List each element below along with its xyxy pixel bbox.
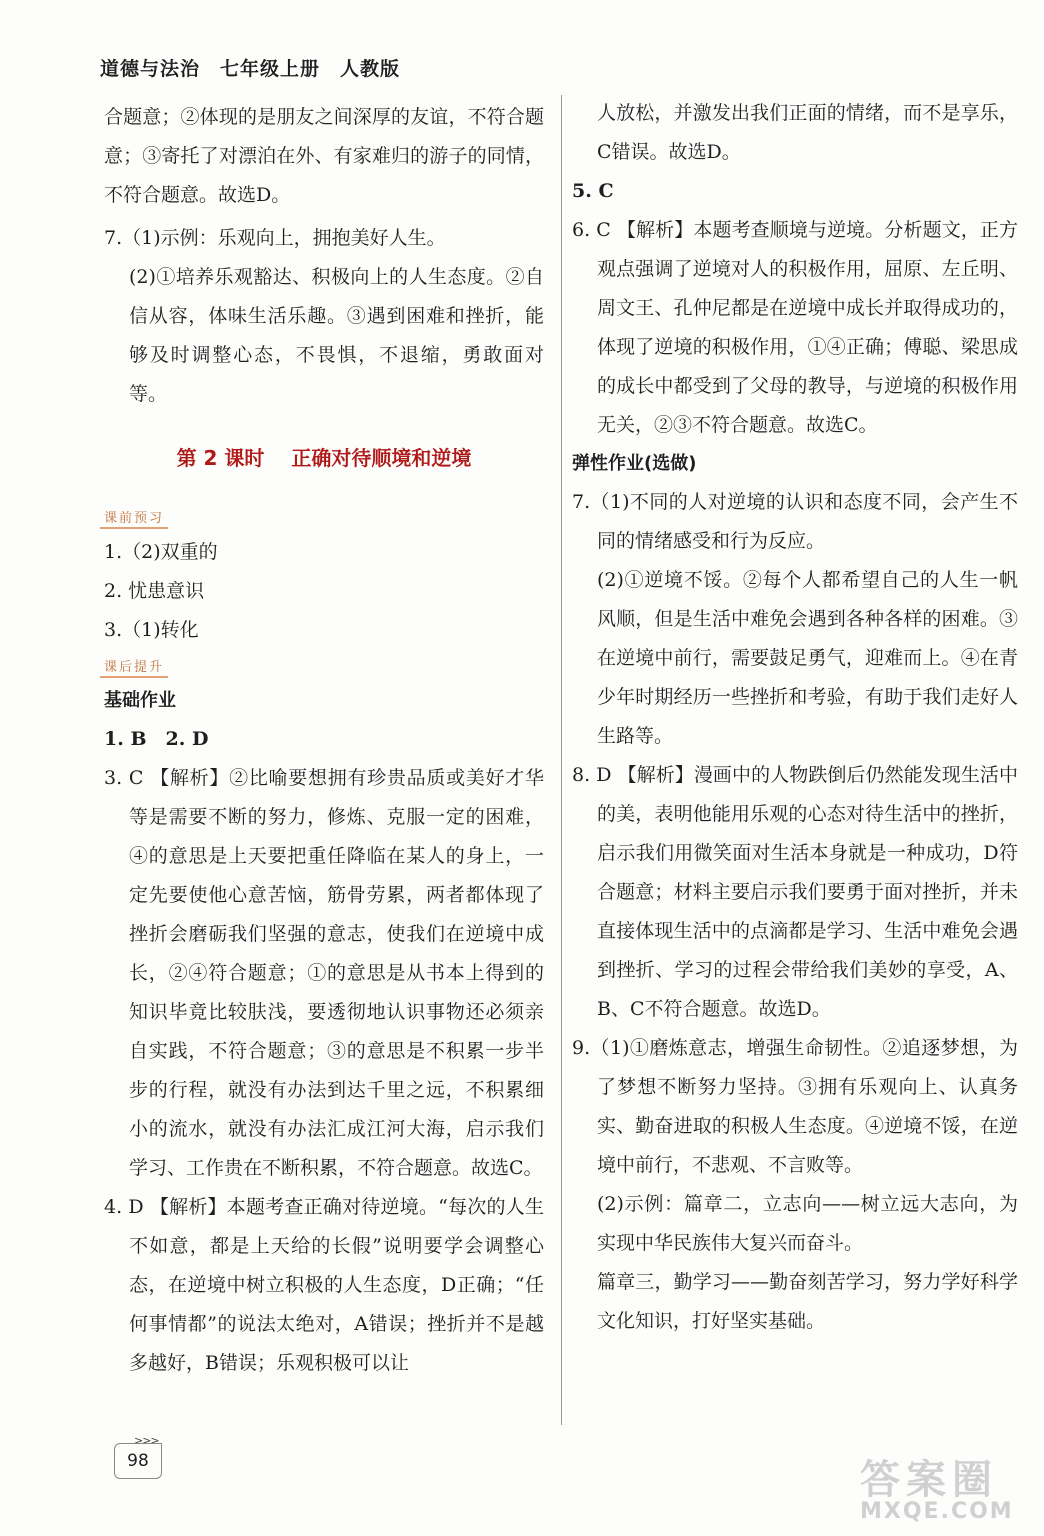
elective-answer-7-part2: (2)①逆境不馁。②每个人都希望自己的人生一帆风顺，但是生活中难免会遇到各种各样的困难。③在逆境中前行，需要鼓足勇气，迎难而上。④在青少年时期经历一些挫折和考验，有助于我们走好人生路等。 xyxy=(597,569,1018,747)
basic-answer-4: 4. D 【解析】本题考查正确对待逆境。“每次的人生不如意，都是上天给的长假”说明要学会调整心态，在逆境中树立积极的人生态度，D正确；“任何事情都”的说法太绝对，A错误；挫折并不是越多越好，B错误；乐观积极可以让 xyxy=(104,1196,544,1374)
basic-homework-heading: 基础作业 xyxy=(104,690,176,711)
basic-answer-1-2: 1. B 2. D xyxy=(104,728,209,750)
basic-answer-3: 3. C 【解析】②比喻要想拥有珍贵品质或美好才华等是需要不断的努力，修炼、克服一定的困难，④的意思是上天要把重任降临在某人的身上，一定先要使他心意苦恼，筋骨劳累，两者都体现了挫折会磨砺我们坚强的意志，使我们在逆境中成长，②④符合题意；①的意思是从书本上得到的知识毕竟比较肤浅，要透彻地认识事物还必须亲自实践，不符合题意；③的意思是不积累一步半步的行程，就没有办法到达千里之远，不积累细小的流水，就没有办法汇成江河大海，启示我们学习、工作贵在不断积累，不符合题意。故选C。 xyxy=(104,767,544,1179)
basic-answer-5: 5. C xyxy=(572,180,614,202)
elective-answer-9-part1: 9.（1)①磨炼意志，增强生命韧性。②追逐梦想，为了梦想不断努力坚持。③拥有乐观向上、认真务实、勤奋进取的积极人生态度。④逆境不馁，在逆境中前行，不悲观、不言败等。 xyxy=(572,1037,1018,1176)
watermark-logo xyxy=(860,1448,1030,1528)
right-column xyxy=(572,94,1018,1341)
left-column xyxy=(104,98,544,1383)
watermark-text: 答案圈 xyxy=(860,1457,998,1503)
book-header: 道德与法治 七年级上册 人教版 xyxy=(100,58,401,80)
elective-answer-9-part3: 篇章三，勤学习——勤奋刻苦学习，努力学好科学文化知识，打好坚实基础。 xyxy=(597,1271,1018,1332)
preview-answer-3: 3.（1)转化 xyxy=(104,619,199,641)
basic-answer-6: 6. C 【解析】本题考查顺境与逆境。分析题文，正方观点强调了逆境对人的积极作用，屈原、左丘明、周文王、孔仲尼都是在逆境中成长并取得成功的，体现了逆境的积极作用，①④正确；傅聪、梁思成的成长中都受到了父母的教导，与逆境的积极作用无关，②③不符合题意。故选C。 xyxy=(572,219,1018,436)
answer-4-continued: 人放松，并激发出我们正面的情绪，而不是享乐，C错误。故选D。 xyxy=(597,102,1018,163)
preview-answer-1: 1.（2)双重的 xyxy=(104,541,218,563)
answer-7-part2: (2)①培养乐观豁达、积极向上的人生态度。②自信从容，体味生活乐趣。③遇到困难和挫折，能够及时调整心态，不畏惧，不退缩，勇敢面对等。 xyxy=(129,266,544,405)
column-divider xyxy=(561,95,562,1425)
answer-6-continued: 合题意；②体现的是朋友之间深厚的友谊，不符合题意；③寄托了对漂泊在外、有家难归的游子的同情，不符合题意。故选D。 xyxy=(104,106,544,206)
elective-answer-8: 8. D 【解析】漫画中的人物跌倒后仍然能发现生活中的美，表明他能用乐观的心态对待生活中的挫折，启示我们用微笑面对生活本身就是一种成功，D符合题意；材料主要启示我们要勇于面对挫折，并未直接体现生活中的点滴都是学习、生活中难免会遇到挫折、学习的过程会带给我们美妙的享受，A、B、C不符合题意。故选D。 xyxy=(572,764,1018,1020)
preview-tag: 课前预习 xyxy=(100,507,168,529)
lesson-title: 第 2 课时 正确对待顺境和逆境 xyxy=(176,446,472,470)
page-number: 98 xyxy=(114,1443,162,1479)
after-class-tag: 课后提升 xyxy=(100,656,168,678)
preview-answer-2: 2. 忧患意识 xyxy=(104,580,205,602)
page-arrows-icon: >>> xyxy=(134,1434,159,1447)
elective-homework-heading: 弹性作业(选做) xyxy=(572,453,697,474)
answer-7-part1: 7.（1)示例：乐观向上，拥抱美好人生。 xyxy=(104,227,446,249)
watermark-url: MXQE.COM xyxy=(860,1499,1014,1524)
elective-answer-9-part2: (2)示例：篇章二，立志向——树立远大志向，为实现中华民族伟大复兴而奋斗。 xyxy=(597,1193,1018,1254)
elective-answer-7-part1: 7.（1)不同的人对逆境的认识和态度不同，会产生不同的情绪感受和行为反应。 xyxy=(572,491,1018,552)
